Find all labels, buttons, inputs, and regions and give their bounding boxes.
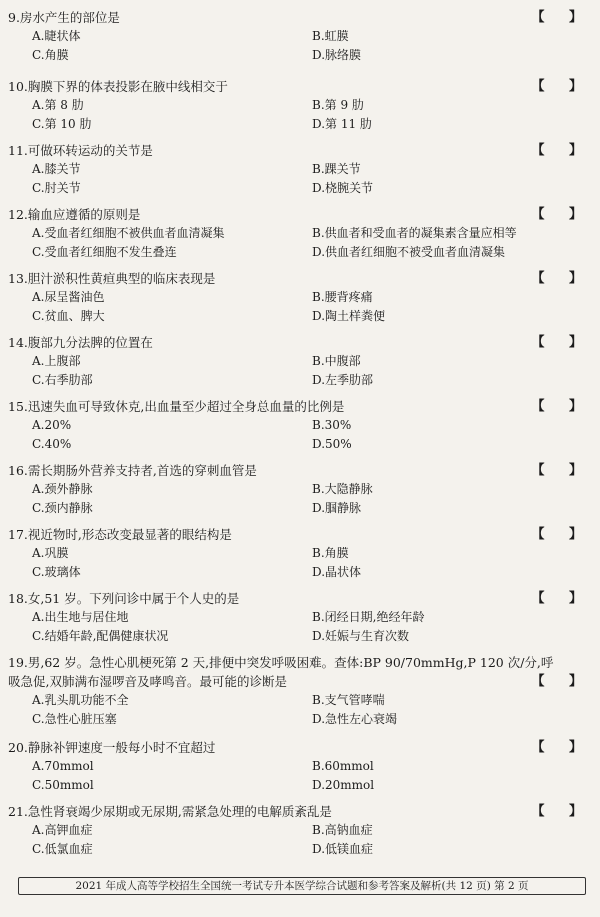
question-stem: 9.房水产生的部位是 【 】	[8, 10, 592, 25]
option-b: B.支气管哮喘	[312, 693, 385, 707]
option-b: B.大隐静脉	[312, 482, 373, 496]
option-d: D.50%	[312, 437, 352, 451]
question-stem: 19.男,62 岁。急性心肌梗死第 2 天,排便中突发呼吸困难。查体:BP 90/70mmHg,P 120 次/分,呼吸急促,双肺满布湿啰音及哮鸣音。最可能的诊断是 【 】	[8, 655, 592, 689]
answer-bracket: 【 】	[531, 674, 592, 689]
option-d: D.妊娠与生育次数	[312, 629, 410, 643]
option-b: B.闭经日期,绝经年龄	[312, 610, 425, 624]
option-a: A.20%	[32, 418, 72, 432]
option-c: C.受血者红细胞不发生叠连	[32, 245, 177, 259]
question-11	[8, 141, 592, 198]
question-stem: 21.急性肾衰竭少尿期或无尿期,需紧急处理的电解质紊乱是 【 】	[8, 804, 592, 819]
option-b: B.第 9 肋	[312, 98, 364, 112]
option-c: C.40%	[32, 437, 72, 451]
answer-bracket: 【 】	[531, 143, 592, 158]
question-stem: 11.可做环转运动的关节是 【 】	[8, 143, 592, 158]
option-a: A.上腹部	[32, 354, 81, 368]
option-c: C.第 10 肋	[32, 117, 92, 131]
option-c: C.右季肋部	[32, 373, 93, 387]
option-a: A.颈外静脉	[32, 482, 93, 496]
option-d: D.第 11 肋	[312, 117, 372, 131]
question-stem: 16.需长期肠外营养支持者,首选的穿刺血管是 【 】	[8, 463, 592, 478]
option-d: D.低镁血症	[312, 842, 374, 856]
question-stem: 13.胆汁淤积性黄疸典型的临床表现是 【 】	[8, 271, 592, 286]
option-b: B.中腹部	[312, 354, 361, 368]
option-c: C.玻璃体	[32, 565, 81, 579]
option-a: A.巩膜	[32, 546, 69, 560]
option-c: C.低氯血症	[32, 842, 93, 856]
question-stem: 10.胸膜下界的体表投影在腋中线相交于 【 】	[8, 79, 592, 94]
answer-bracket: 【 】	[531, 527, 592, 542]
option-b: B.60mmol	[312, 759, 374, 773]
option-b: B.30%	[312, 418, 352, 432]
option-a: A.尿呈酱油色	[32, 290, 105, 304]
option-b: B.虹膜	[312, 29, 349, 43]
question-stem: 15.迅速失血可导致休克,出血量至少超过全身总血量的比例是 【 】	[8, 399, 592, 414]
option-a: A.出生地与居住地	[32, 610, 129, 624]
question-10	[8, 77, 592, 134]
option-a: A.睫状体	[32, 29, 81, 43]
question-9	[8, 8, 592, 65]
option-c: C.贫血、脾大	[32, 309, 105, 323]
question-16	[8, 461, 592, 518]
option-c: C.肘关节	[32, 181, 81, 195]
question-18	[8, 589, 592, 646]
question-stem: 14.腹部九分法脾的位置在 【 】	[8, 335, 592, 350]
option-d: D.20mmol	[312, 778, 375, 792]
option-d: D.晶状体	[312, 565, 362, 579]
answer-bracket: 【 】	[531, 79, 592, 94]
answer-bracket: 【 】	[531, 591, 592, 606]
question-15	[8, 397, 592, 454]
answer-bracket: 【 】	[531, 740, 592, 755]
answer-bracket: 【 】	[531, 463, 592, 478]
question-stem: 20.静脉补钾速度一般每小时不宜超过 【 】	[8, 740, 592, 755]
option-d: D.腘静脉	[312, 501, 362, 515]
question-stem: 18.女,51 岁。下列问诊中属于个人史的是 【 】	[8, 591, 592, 606]
option-c: C.结婚年龄,配偶健康状况	[32, 629, 169, 643]
option-a: A.受血者红细胞不被供血者血清凝集	[32, 226, 225, 240]
option-a: A.高钾血症	[32, 823, 93, 837]
answer-bracket: 【 】	[531, 804, 592, 819]
question-13	[8, 269, 592, 326]
answer-bracket: 【 】	[531, 207, 592, 222]
option-c: C.50mmol	[32, 778, 94, 792]
option-c: C.颈内静脉	[32, 501, 93, 515]
option-c: C.角膜	[32, 48, 69, 62]
option-d: D.供血者红细胞不被受血者血清凝集	[312, 245, 506, 259]
answer-bracket: 【 】	[531, 10, 592, 25]
option-b: B.角膜	[312, 546, 349, 560]
question-19	[8, 653, 592, 729]
option-a: A.70mmol	[32, 759, 94, 773]
option-a: A.第 8 肋	[32, 98, 84, 112]
option-a: A.膝关节	[32, 162, 81, 176]
question-stem: 12.输血应遵循的原则是 【 】	[8, 207, 592, 222]
option-d: D.桡腕关节	[312, 181, 374, 195]
question-stem: 17.视近物时,形态改变最显著的眼结构是 【 】	[8, 527, 592, 542]
question-14	[8, 333, 592, 390]
question-12	[8, 205, 592, 262]
option-c: C.急性心脏压塞	[32, 712, 117, 726]
option-d: D.左季肋部	[312, 373, 374, 387]
option-b: B.踝关节	[312, 162, 361, 176]
option-d: D.急性左心衰竭	[312, 712, 398, 726]
option-d: D.脉络膜	[312, 48, 362, 62]
answer-bracket: 【 】	[531, 399, 592, 414]
answer-bracket: 【 】	[531, 271, 592, 286]
question-20	[8, 738, 592, 795]
option-b: B.供血者和受血者的凝集素含量应相等	[312, 226, 517, 240]
option-b: B.腰背疼痛	[312, 290, 373, 304]
question-17	[8, 525, 592, 582]
option-d: D.陶土样粪便	[312, 309, 386, 323]
page-footer: 2021 年成人高等学校招生全国统一考试专升本医学综合试题和参考答案及解析(共 12 页) 第 2 页	[18, 877, 586, 895]
option-a: A.乳头肌功能不全	[32, 693, 129, 707]
question-21	[8, 802, 592, 859]
answer-bracket: 【 】	[531, 335, 592, 350]
option-b: B.高钠血症	[312, 823, 373, 837]
